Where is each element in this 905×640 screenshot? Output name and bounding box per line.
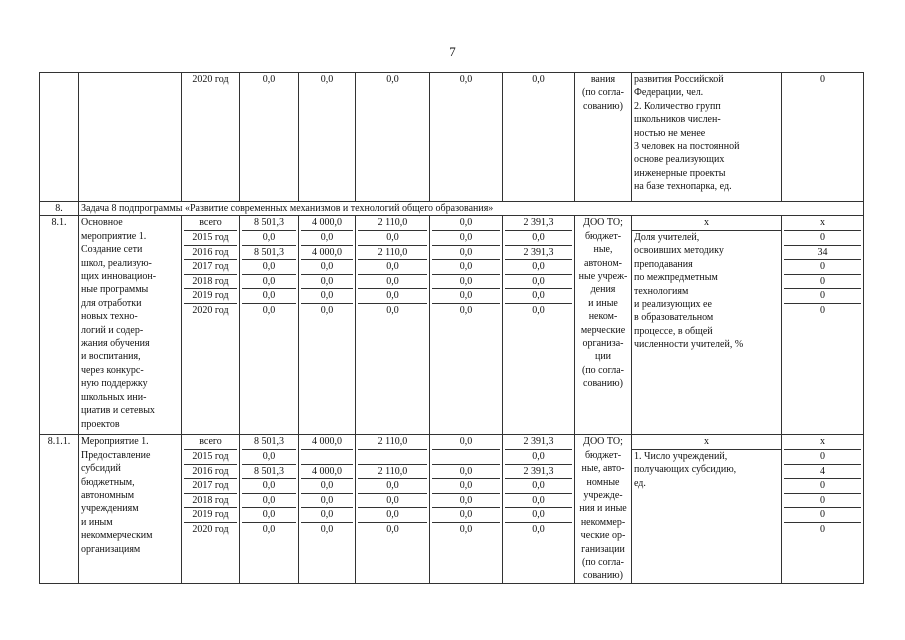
value-cell: 0,0: [459, 523, 473, 535]
year-label: 2020 год: [192, 304, 229, 316]
year-label: 2018 год: [184, 275, 237, 290]
value-cell: 0,0: [242, 275, 296, 290]
year-label: 2015 год: [184, 450, 237, 465]
value-column: [299, 216, 356, 435]
task-row: [40, 202, 864, 216]
value-cell: 0,0: [240, 73, 299, 202]
value-cell: 0,0: [432, 260, 500, 275]
value-cell: 2 110,0: [358, 246, 427, 261]
value-cell: 0,0: [242, 231, 296, 246]
indicator-x: х: [632, 435, 781, 450]
value-cell: 0,0: [430, 73, 503, 202]
value-cell: 0,0: [356, 73, 430, 202]
value-cell: 0,0: [386, 304, 399, 316]
target-cell: 0: [820, 304, 825, 316]
value-cell: 0,0: [358, 260, 427, 275]
value-cell: 0,0: [505, 494, 572, 509]
value-cell: 0,0: [358, 508, 427, 523]
value-cell: [432, 450, 500, 465]
target-cell: 0: [784, 260, 861, 275]
value-cell: 4 000,0: [301, 465, 353, 480]
value-column: [240, 216, 299, 435]
target-cell: 34: [784, 246, 861, 261]
year-label: 2017 год: [184, 260, 237, 275]
value-cell: 0,0: [432, 246, 500, 261]
value-cell: 8 501,3: [242, 216, 296, 231]
target-cell: 0: [784, 275, 861, 290]
year-label: 2019 год: [184, 508, 237, 523]
value-cell: 0,0: [242, 260, 296, 275]
year-column: [182, 435, 240, 584]
value-cell: 2 110,0: [358, 216, 427, 231]
value-cell: 0,0: [299, 73, 356, 202]
value-column: [430, 435, 503, 584]
target-cell: 0: [820, 523, 825, 535]
value-column: [299, 435, 356, 584]
value-cell: 8 501,3: [242, 465, 296, 480]
value-cell: 0,0: [432, 508, 500, 523]
value-cell: 0,0: [505, 508, 572, 523]
value-cell: 0,0: [505, 231, 572, 246]
value-cell: 0,0: [242, 508, 296, 523]
value-cell: 2 391,3: [505, 216, 572, 231]
value-cell: 0,0: [505, 275, 572, 290]
indicator-x: х: [632, 216, 781, 231]
measure-name: Основное мероприятие 1. Создание сети школ, реализую- щих инновацион- ные программы для отработки новых техно- логий и содер- жания обучения и воспитания, через конкурс- ную поддержку школьных ини- циатив и сетевых проектов: [79, 216, 182, 435]
value-cell: 0,0: [301, 508, 353, 523]
value-column: [240, 435, 299, 584]
year-label: 2016 год: [184, 465, 237, 480]
value-cell: 0,0: [505, 479, 572, 494]
value-cell: 0,0: [358, 289, 427, 304]
value-cell: 0,0: [432, 479, 500, 494]
value-cell: 0,0: [459, 304, 473, 316]
value-column: [430, 216, 503, 435]
value-column: [503, 435, 575, 584]
target-cell: 0: [782, 73, 864, 202]
row-number: 8.1.: [40, 216, 79, 435]
value-cell: 0,0: [432, 435, 500, 450]
value-cell: 0,0: [242, 289, 296, 304]
value-cell: 0,0: [301, 260, 353, 275]
value-column: [356, 216, 430, 435]
row-number: 8.1.1.: [40, 435, 79, 584]
value-cell: 0,0: [432, 216, 500, 231]
value-cell: 0,0: [242, 494, 296, 509]
year-label: всего: [184, 216, 237, 231]
value-column: [503, 216, 575, 435]
target-cell: 0: [784, 289, 861, 304]
executor-cell: ДОО ТО; бюджет- ные, автоном- ные учреж- дения и иные неком- мерческие организа- ции (по согла- сованию): [575, 216, 632, 435]
value-cell: 0,0: [301, 275, 353, 290]
year-column: [182, 216, 240, 435]
value-cell: 0,0: [320, 523, 334, 535]
indicator-cell: [632, 435, 782, 584]
executor-cell: ДОО ТО; бюджет- ные, авто- номные учрежде- ния и иные некоммер- ческие ор- ганизации (по согла- сованию): [575, 435, 632, 584]
page-number: 7: [449, 44, 456, 59]
value-cell: 0,0: [432, 275, 500, 290]
value-column: [356, 435, 430, 584]
executor-cell: вания (по согла- сованию): [575, 73, 632, 202]
value-cell: 2 391,3: [505, 246, 572, 261]
value-cell: 2 110,0: [358, 435, 427, 450]
program-table: [39, 72, 864, 584]
value-cell: 0,0: [301, 289, 353, 304]
value-cell: 0,0: [358, 479, 427, 494]
value-cell: 0,0: [301, 494, 353, 509]
indicator-text: Доля учителей, освоивших методику преподавания по межпредметным технологиям и реализующих ее в образовательном процессе, в общей численности учителей, %: [634, 232, 744, 351]
target-cell: 0: [784, 479, 861, 494]
value-cell: 0,0: [242, 479, 296, 494]
value-cell: 0,0: [532, 523, 545, 535]
value-cell: 0,0: [432, 465, 500, 480]
year-label: 2016 год: [184, 246, 237, 261]
task-number: 8.: [40, 202, 79, 216]
year-label: 2015 год: [184, 231, 237, 246]
task-title: Задача 8 подпрограммы «Развитие современных механизмов и технологий общего образования»: [79, 202, 864, 216]
target-column: [782, 216, 864, 435]
target-cell: 4: [784, 465, 861, 480]
value-cell: 2 391,3: [505, 465, 572, 480]
value-cell: 0,0: [432, 494, 500, 509]
value-cell: 0,0: [301, 479, 353, 494]
value-cell: 8 501,3: [242, 246, 296, 261]
indicator-cell: [632, 216, 782, 435]
target-column: [782, 435, 864, 584]
value-cell: 4 000,0: [301, 435, 353, 450]
value-cell: 0,0: [358, 494, 427, 509]
value-cell: 0,0: [301, 231, 353, 246]
value-cell: 0,0: [503, 73, 575, 202]
value-cell: 8 501,3: [242, 435, 296, 450]
target-cell: 0: [784, 508, 861, 523]
value-cell: 2 110,0: [358, 465, 427, 480]
value-cell: 0,0: [262, 304, 276, 316]
value-cell: 0,0: [358, 275, 427, 290]
value-cell: [358, 450, 427, 465]
row-8-1-1: [40, 435, 864, 584]
value-cell: 4 000,0: [301, 246, 353, 261]
year-label: 2018 год: [184, 494, 237, 509]
target-cell: х: [784, 435, 861, 450]
value-cell: 0,0: [505, 450, 572, 465]
value-cell: 0,0: [358, 231, 427, 246]
target-cell: х: [784, 216, 861, 231]
row-8-1: [40, 216, 864, 435]
year-label: всего: [184, 435, 237, 450]
value-cell: 0,0: [505, 289, 572, 304]
year-label: 2020 год: [192, 523, 229, 535]
indicator-cell: развития Российской Федерации, чел. 2. Количество групп школьников числен- ностью не менее 3 человек на постоянной основе реализующих инженерные проекты на базе технопарка, ед.: [632, 73, 782, 202]
continuation-row: [40, 73, 864, 202]
value-cell: 0,0: [432, 289, 500, 304]
value-cell: 0,0: [262, 523, 276, 535]
value-cell: 4 000,0: [301, 216, 353, 231]
value-cell: 0,0: [532, 304, 545, 316]
measure-name: Мероприятие 1. Предоставление субсидий бюджетным, автономным учреждениям и иным некоммерческим организациям: [79, 435, 182, 584]
value-cell: 0,0: [242, 450, 296, 465]
target-cell: 0: [784, 494, 861, 509]
target-cell: 0: [784, 450, 861, 465]
indicator-text: 1. Число учреждений, получающих субсидию, ед.: [634, 451, 737, 489]
value-cell: 0,0: [432, 231, 500, 246]
value-cell: [301, 450, 353, 465]
target-cell: 0: [784, 231, 861, 246]
value-cell: 0,0: [320, 304, 334, 316]
value-cell: 0,0: [505, 260, 572, 275]
year-label: 2020 год: [182, 73, 240, 202]
value-cell: 2 391,3: [505, 435, 572, 450]
year-label: 2019 год: [184, 289, 237, 304]
year-label: 2017 год: [184, 479, 237, 494]
value-cell: 0,0: [386, 523, 399, 535]
